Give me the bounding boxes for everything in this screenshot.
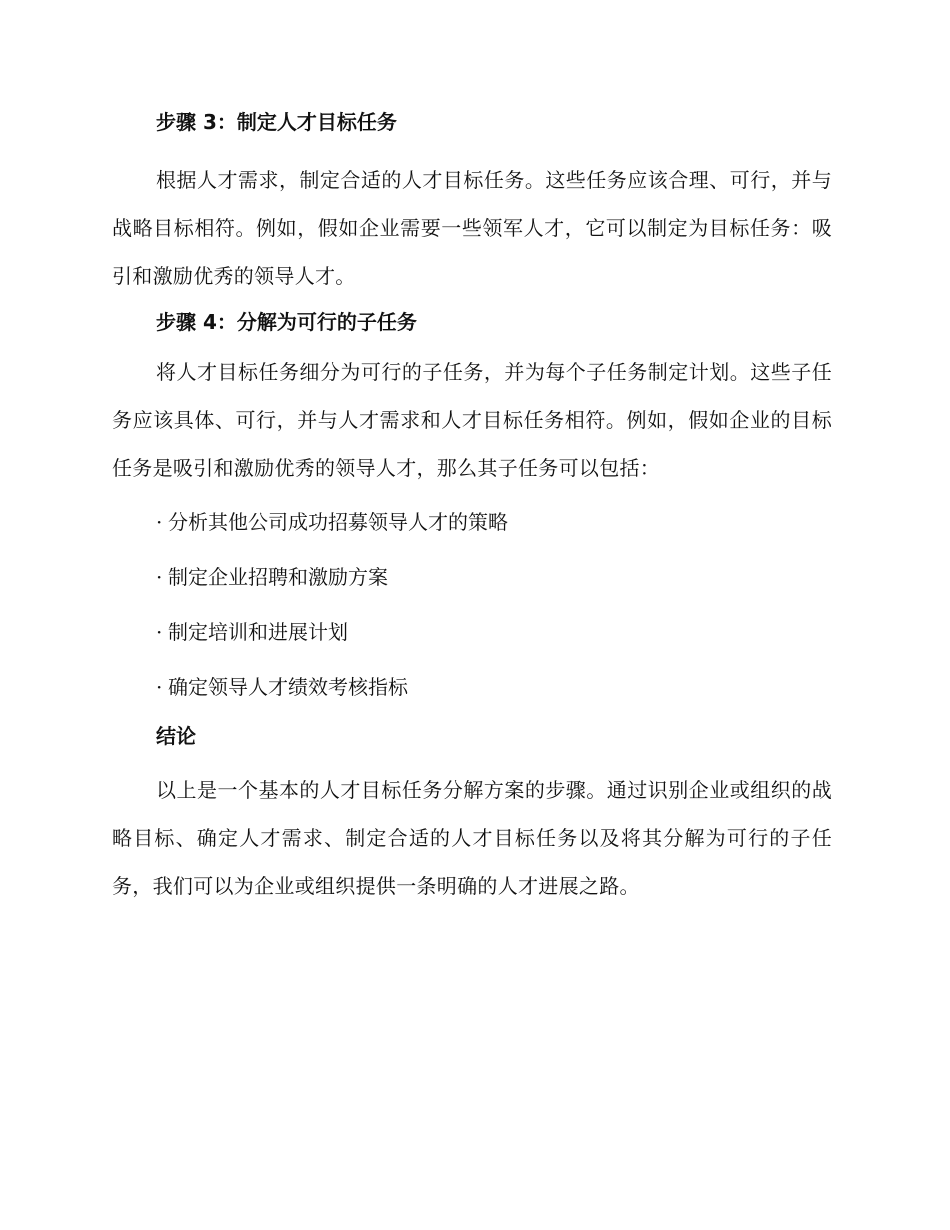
bullet-dot: ·	[156, 675, 163, 699]
list-item-text: 分析其他公司成功招募领导人才的策略	[168, 510, 508, 534]
list-item-text: 确定领导人才绩效考核指标	[168, 675, 408, 699]
step3-paragraph: 根据人才需求，制定合适的人才目标任务。这些任务应该合理、可行，并与战略目标相符。例如，假如企业需要一些领军人才，它可以制定为目标任务：吸引和激励优秀的领导人才。	[112, 168, 832, 288]
bullet-dot: ·	[156, 620, 163, 644]
list-item-text: 制定培训和进展计划	[168, 620, 348, 644]
list-item	[112, 671, 832, 703]
list-item	[112, 561, 832, 593]
conclusion-heading: 结论	[156, 724, 196, 748]
bullet-dot: ·	[156, 565, 163, 589]
list-item	[112, 506, 832, 538]
document-page	[112, 106, 832, 916]
step4-paragraph: 将人才目标任务细分为可行的子任务，并为每个子任务制定计划。这些子任务应该具体、可行，并与人才需求和人才目标任务相符。例如，假如企业的目标任务是吸引和激励优秀的领导人才，那么其子任务可以包括：	[112, 360, 832, 480]
conclusion-paragraph: 以上是一个基本的人才目标任务分解方案的步骤。通过识别企业或组织的战略目标、确定人才需求、制定合适的人才目标任务以及将其分解为可行的子任务，我们可以为企业或组织提供一条明确的人才进展之路。	[112, 778, 832, 898]
bullet-dot: ·	[156, 510, 163, 534]
step3-heading: 步骤 3：制定人才目标任务	[156, 110, 397, 134]
list-item-text: 制定企业招聘和激励方案	[168, 565, 388, 589]
list-item	[112, 616, 832, 648]
step4-heading: 步骤 4：分解为可行的子任务	[156, 310, 417, 334]
